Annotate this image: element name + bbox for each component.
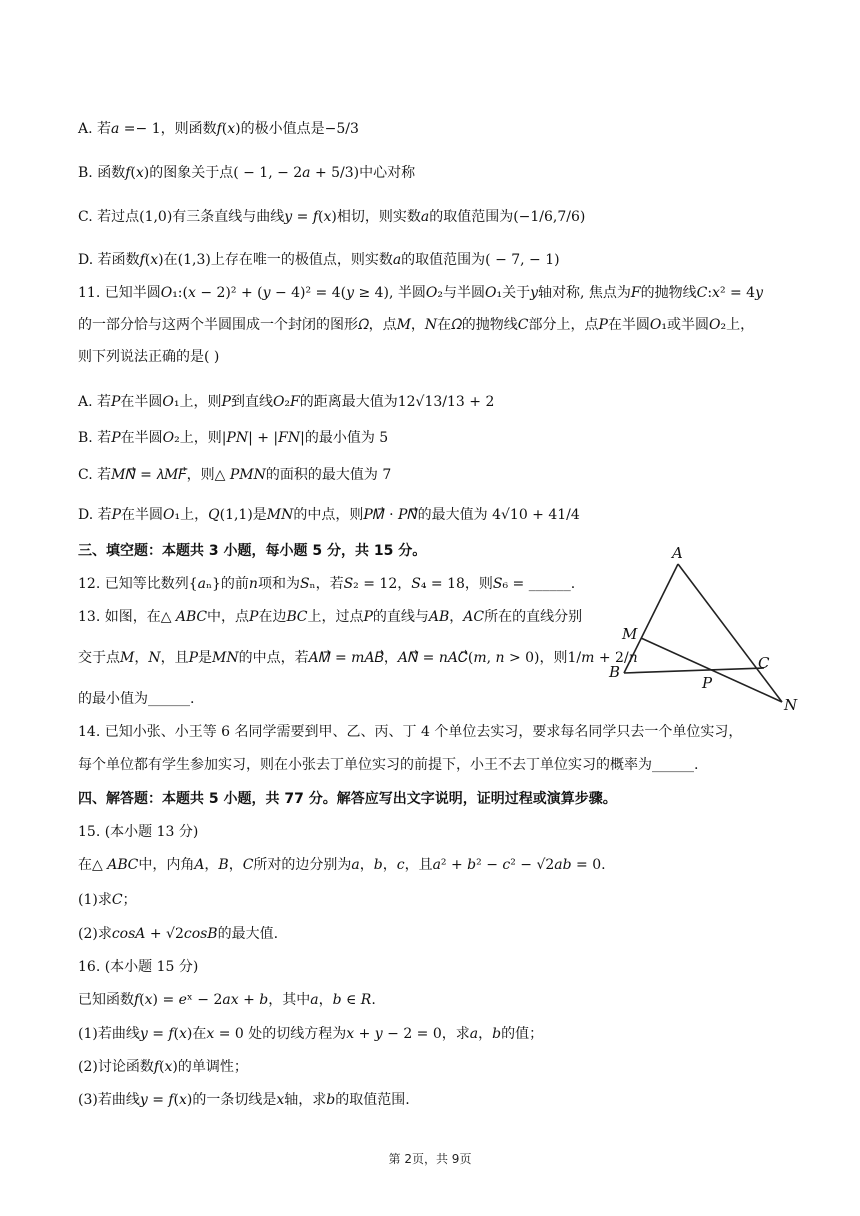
option-11b: B. 若𝑃在半圆𝑂₂上，则|𝑃𝑁| + |𝐹𝑁|的最小值为 5 xyxy=(78,430,389,446)
question-15-header: 15. (本小题 13 分) xyxy=(78,824,199,840)
section-fill-in: 三、填空题：本题共 3 小题，每小题 5 分，共 15 分。 xyxy=(78,543,427,559)
option-10b: B. 函数𝑓(𝑥)的图象关于点( − 1, − 2𝑎 + 5/3)中心对称 xyxy=(78,165,416,181)
question-14-line2: 每个单位都有学生参加实习，则在小张去丁单位实习的前提下，小王不去丁单位实习的概率为______. xyxy=(78,757,699,773)
triangle-figure xyxy=(600,540,810,715)
question-16-part1: (1)若曲线𝑦 = 𝑓(𝑥)在𝑥 = 0 处的切线方程为𝑥 + 𝑦 − 2 = 0，求𝑎，𝑏的值； xyxy=(78,1026,544,1042)
segment-bc xyxy=(624,668,764,673)
label-m: M xyxy=(622,625,638,643)
question-16-part2: (2)讨论函数𝑓(𝑥)的单调性； xyxy=(78,1059,248,1075)
question-16-header: 16. (本小题 15 分) xyxy=(78,959,199,975)
label-n: N xyxy=(784,696,798,714)
option-11d: D. 若𝑃在半圆𝑂₁上，𝑄(1,1)是𝑀𝑁的中点，则𝑃𝑀⃗ · 𝑃𝑁⃗的最大值为 4√10 + 41/4 xyxy=(78,507,580,523)
question-13-line3: 的最小值为______. xyxy=(78,691,195,707)
question-13-line1: 13. 如图，在△ 𝐴𝐵𝐶中，点𝑃在边𝐵𝐶上，过点𝑃的直线与𝐴𝐵，𝐴𝐶所在的直线分别 xyxy=(78,609,583,625)
question-15-stem: 在△ 𝐴𝐵𝐶中，内角𝐴，𝐵，𝐶所对的边分别为𝑎，𝑏，𝑐，且𝑎² + 𝑏² − 𝑐² − √2𝑎𝑏 = 0. xyxy=(78,857,606,873)
question-11-line3: 则下列说法正确的是( ) xyxy=(78,349,220,365)
option-10a: A. 若𝑎 =− 1，则函数𝑓(𝑥)的极小值点是−5/3 xyxy=(78,121,359,137)
option-10c: C. 若过点(1,0)有三条直线与曲线𝑦 = 𝑓(𝑥)相切，则实数𝑎的取值范围为(−1/6,7/6) xyxy=(78,209,586,225)
label-c: C xyxy=(758,654,770,672)
page-footer: 第 2页，共 9页 xyxy=(388,1152,472,1166)
label-b: B xyxy=(609,663,621,681)
question-12: 12. 已知等比数列{𝑎ₙ}的前𝑛项和为𝑆ₙ，若𝑆₂ = 12，𝑆₄ = 18，则𝑆₆ = ______. xyxy=(78,576,576,592)
question-13-line2: 交于点𝑀，𝑁，且𝑃是𝑀𝑁的中点，若𝐴𝑀⃗ = 𝑚𝐴𝐵⃗，𝐴𝑁⃗ = 𝑛𝐴𝐶⃗(𝑚, 𝑛 > 0)，则1/𝑚 + 2/𝑛 xyxy=(78,650,638,666)
question-11-line2: 的一部分恰与这两个半圆围成一个封闭的图形𝛺，点𝑀，𝑁在𝛺的抛物线𝐶部分上，点𝑃在半圆𝑂₁或半圆𝑂₂上， xyxy=(78,317,755,333)
question-15-part1: (1)求𝐶； xyxy=(78,892,137,908)
option-11c: C. 若𝑀𝑁⃗ = 𝜆𝑀𝐹⃗，则△ 𝑃𝑀𝑁的面积的最大值为 7 xyxy=(78,467,392,483)
label-p: P xyxy=(702,674,713,692)
option-10d: D. 若函数𝑓(𝑥)在(1,3)上存在唯一的极值点，则实数𝑎的取值范围为( − 7, − 1) xyxy=(78,252,560,268)
section-answers: 四、解答题：本题共 5 小题，共 77 分。解答应写出文字说明，证明过程或演算步骤。 xyxy=(78,791,617,807)
option-11a: A. 若𝑃在半圆𝑂₁上，则𝑃到直线𝑂₂𝐹的距离最大值为12√13/13 + 2 xyxy=(78,394,495,410)
segment-ab xyxy=(624,564,678,673)
question-16-stem: 已知函数𝑓(𝑥) = 𝑒ˣ − 2𝑎𝑥 + 𝑏，其中𝑎，𝑏 ∈ 𝑅. xyxy=(78,992,376,1008)
question-11-line1: 11. 已知半圆𝑂₁:(𝑥 − 2)² + (𝑦 − 4)² = 4(𝑦 ≥ 4), 半圆𝑂₂与半圆𝑂₁关于𝑦轴对称, 焦点为𝐹的抛物线𝐶:𝑥² = 4𝑦 xyxy=(78,285,764,301)
segment-an xyxy=(678,564,782,702)
label-a: A xyxy=(672,544,683,562)
question-16-part3: (3)若曲线𝑦 = 𝑓(𝑥)的一条切线是𝑥轴，求𝑏的取值范围. xyxy=(78,1092,410,1108)
question-15-part2: (2)求𝑐𝑜𝑠𝐴 + √2𝑐𝑜𝑠𝐵的最大值. xyxy=(78,926,279,942)
question-14-line1: 14. 已知小张、小王等 6 名同学需要到甲、乙、丙、丁 4 个单位去实习，要求每名同学只去一个单位实习， xyxy=(78,724,743,740)
